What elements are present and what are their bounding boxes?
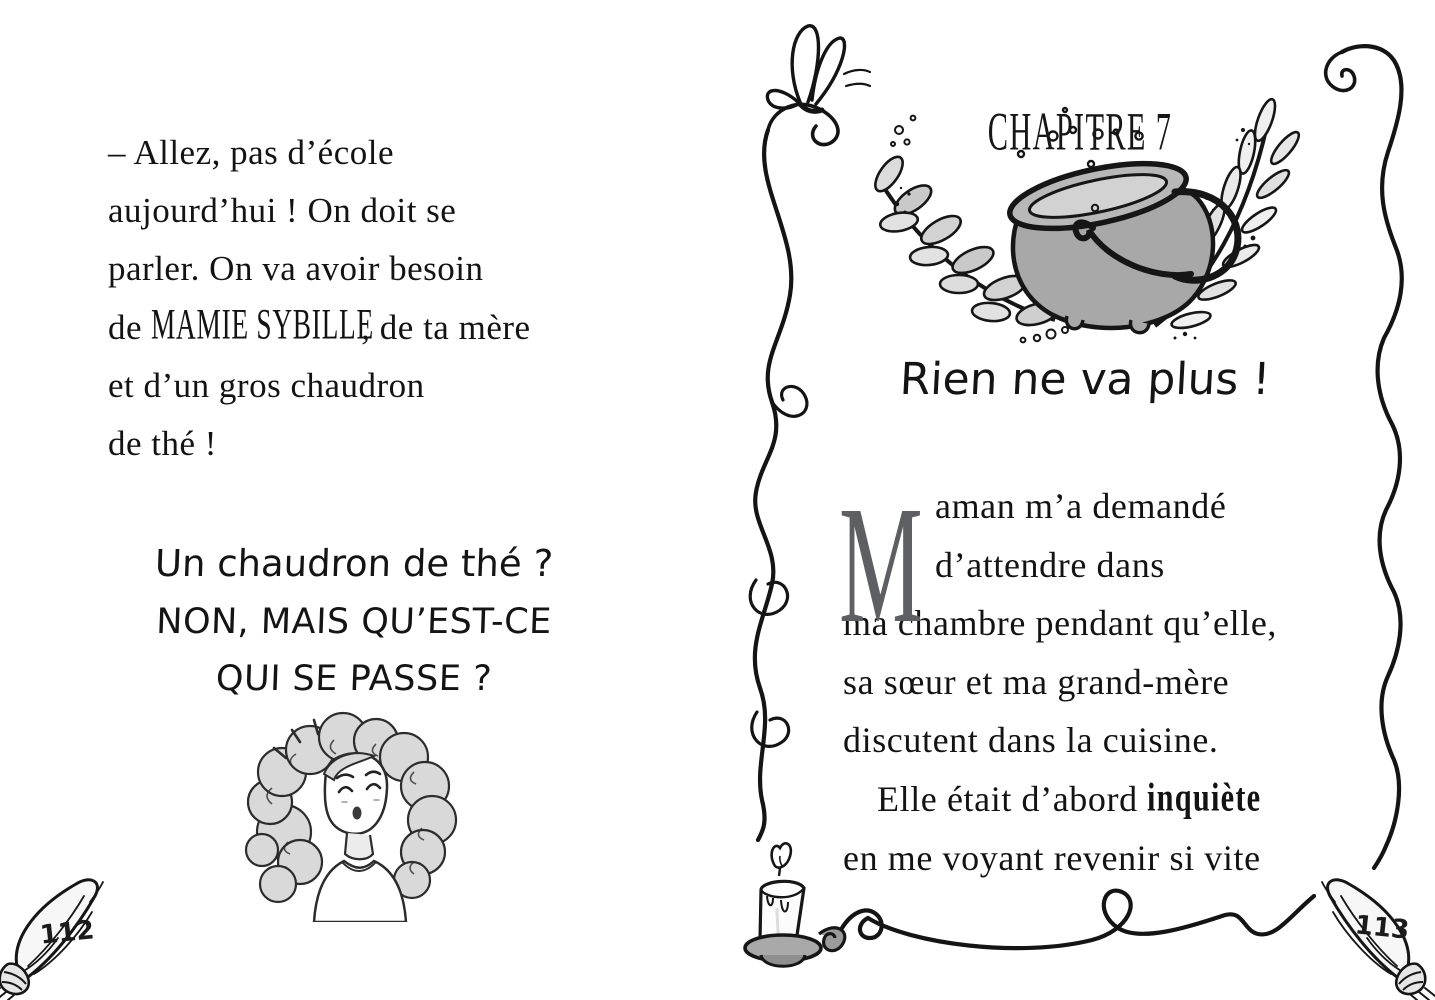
holder-handle: [819, 928, 845, 951]
page-number-right: 113: [1353, 910, 1411, 946]
body-line: ma chambre pendant qu’elle,: [843, 603, 1278, 643]
emphasis-word: inquiète: [1147, 774, 1262, 820]
body-line: sa sœur et ma grand-mère: [843, 661, 1230, 702]
paragraph-line: aujourd’hui ! On doit se: [108, 191, 457, 230]
right-body: [839, 472, 1309, 888]
body-line: aman m’a demandé: [935, 486, 1227, 526]
right-border-spiral: [1326, 52, 1355, 91]
body-text: Elle était d’abord: [877, 778, 1148, 819]
thought-line: Un chaudron de thé ?: [154, 542, 554, 585]
thought-line: QUI SE PASSE ?: [215, 659, 493, 699]
paragraph-line: et d’un gros chaudron: [108, 366, 425, 405]
paragraph-text: , de ta mère: [361, 308, 531, 347]
body-line: [843, 770, 1309, 830]
paragraph-line: – Allez, pas d’école: [108, 133, 395, 172]
paragraph-line: de thé !: [108, 424, 217, 463]
cauldron-pot: [1004, 151, 1238, 333]
paragraph-line: parler. On va avoir besoin: [108, 249, 484, 288]
chapter-label: CHAPITRE 7: [987, 101, 1173, 162]
dropcap: M: [839, 472, 923, 658]
body-line: en me voyant revenir si vite: [843, 838, 1261, 878]
paragraph-text: de: [108, 308, 152, 347]
page-number-left: 112: [38, 915, 96, 951]
chapter-title: Rien ne va plus !: [898, 354, 1272, 405]
body-line: d’attendre dans: [935, 544, 1165, 585]
right-border-line: [1342, 46, 1402, 868]
thought-line: NON, MAIS QU’EST-CE: [155, 602, 553, 642]
candle-icon: [735, 838, 855, 988]
bottom-swirl-line: [842, 891, 1314, 949]
body-line: discutent dans la cuisine.: [843, 720, 1219, 760]
left-border-line: [755, 130, 792, 840]
character-name-display: MAMIE SYBILLE: [151, 300, 375, 349]
candle-holder-base: [761, 955, 805, 966]
